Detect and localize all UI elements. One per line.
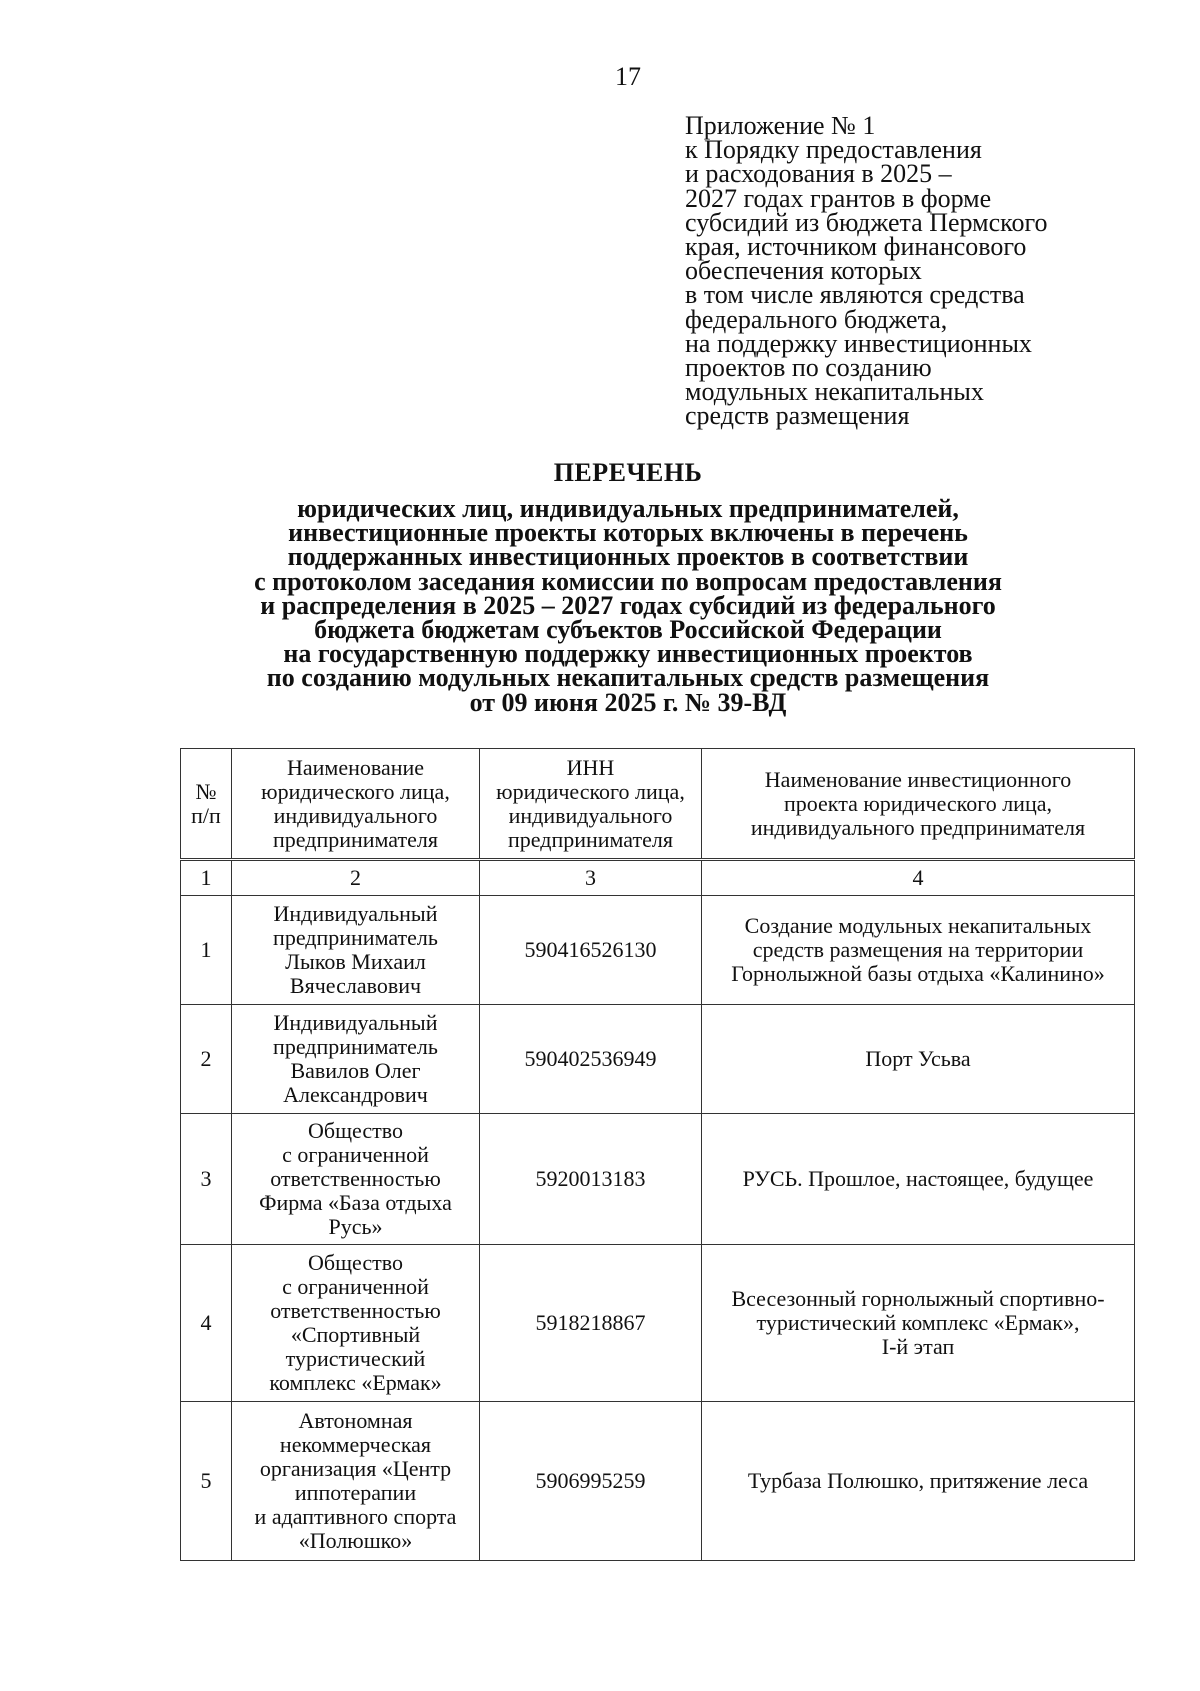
appendix-line: средств размещения	[685, 401, 910, 431]
subtitle-line: на государственную поддержку инвестиционных проектов	[283, 639, 973, 669]
entity-inn: 590416526130	[480, 896, 702, 1005]
appendix-line: края, источником финансового	[685, 232, 1027, 262]
appendix-line: Приложение № 1	[685, 111, 876, 140]
entity-name: Общество с ограниченной ответственностью «Спортивный туристический комплекс «Ермак»	[232, 1245, 480, 1402]
appendix-line: проектов по созданию	[685, 353, 932, 383]
table-row	[181, 1245, 1135, 1402]
column-index: 3	[480, 860, 702, 896]
row-number: 4	[181, 1245, 232, 1402]
appendix-line: субсидий из бюджета Пермского	[685, 207, 1048, 237]
column-index: 4	[702, 860, 1135, 896]
header-entity-name: Наименование юридического лица, индивидуального предпринимателя	[232, 749, 480, 860]
project-name: Всесезонный горнолыжный спортивно- туристический комплекс «Ермак», I-й этап	[702, 1245, 1135, 1402]
appendix-line: в том числе являются средства	[685, 280, 1025, 310]
appendix-reference	[685, 111, 1155, 431]
project-name: Создание модульных некапитальных средств размещения на территории Горнолыжной базы отдыха «Калинино»	[702, 896, 1135, 1005]
table-column-index-row	[181, 860, 1135, 896]
header-number: № п/п	[181, 749, 232, 860]
project-name: Порт Усьва	[702, 1005, 1135, 1114]
entities-table	[180, 748, 1135, 1561]
header-inn: ИНН юридического лица, индивидуального предпринимателя	[480, 749, 702, 860]
appendix-line: 2027 годах грантов в форме	[685, 183, 992, 213]
entity-name: Индивидуальный предприниматель Лыков Михаил Вячеславович	[232, 896, 480, 1005]
entity-inn: 5906995259	[480, 1402, 702, 1561]
subtitle-line: юридических лиц, индивидуальных предпринимателей,	[297, 494, 959, 523]
entity-name: Индивидуальный предприниматель Вавилов Олег Александрович	[232, 1005, 480, 1114]
column-index: 2	[232, 860, 480, 896]
subtitle-line: и распределения в 2025 – 2027 годах субсидий из федерального	[260, 590, 996, 620]
entity-inn: 590402536949	[480, 1005, 702, 1114]
table-row	[181, 1402, 1135, 1561]
entity-name: Общество с ограниченной ответственностью Фирма «База отдыха Русь»	[232, 1114, 480, 1245]
table-row	[181, 1005, 1135, 1114]
entity-inn: 5918218867	[480, 1245, 702, 1402]
document-subtitle	[0, 494, 1200, 717]
column-index: 1	[181, 860, 232, 896]
table-row	[181, 896, 1135, 1005]
appendix-line: к Порядку предоставления	[685, 135, 982, 165]
subtitle-line: поддержанных инвестиционных проектов в соответствии	[287, 542, 969, 572]
subtitle-line: от 09 июня 2025 г. № 39-ВД	[469, 687, 787, 717]
subtitle-line: инвестиционные проекты которых включены в перечень	[288, 518, 968, 548]
document-title: ПЕРЕЧЕНЬ	[553, 458, 703, 487]
subtitle-line: по созданию модульных некапитальных средств размещения	[266, 663, 990, 693]
table-header-row	[181, 749, 1135, 860]
subtitle-line: с протоколом заседания комиссии по вопросам предоставления	[254, 566, 1002, 596]
row-number: 5	[181, 1402, 232, 1561]
entity-inn: 5920013183	[480, 1114, 702, 1245]
project-name: РУСЬ. Прошлое, настоящее, будущее	[702, 1114, 1135, 1245]
header-project-name: Наименование инвестиционного проекта юридического лица, индивидуального предпринимателя	[702, 749, 1135, 860]
project-name: Турбаза Полюшко, притяжение леса	[702, 1402, 1135, 1561]
appendix-line: на поддержку инвестиционных	[685, 328, 1032, 358]
table-row	[181, 1114, 1135, 1245]
subtitle-line: бюджета бюджетам субъектов Российской Федерации	[314, 615, 942, 645]
row-number: 3	[181, 1114, 232, 1245]
appendix-line: и расходования в 2025 –	[685, 159, 952, 189]
entity-name: Автономная некоммерческая организация «Центр иппотерапии и адаптивного спорта «Полюшко»	[232, 1402, 480, 1561]
page-number: 17	[615, 62, 641, 91]
row-number: 2	[181, 1005, 232, 1114]
appendix-line: модульных некапитальных	[685, 377, 984, 407]
appendix-line: обеспечения которых	[685, 256, 922, 286]
row-number: 1	[181, 896, 232, 1005]
appendix-line: федерального бюджета,	[685, 304, 948, 334]
